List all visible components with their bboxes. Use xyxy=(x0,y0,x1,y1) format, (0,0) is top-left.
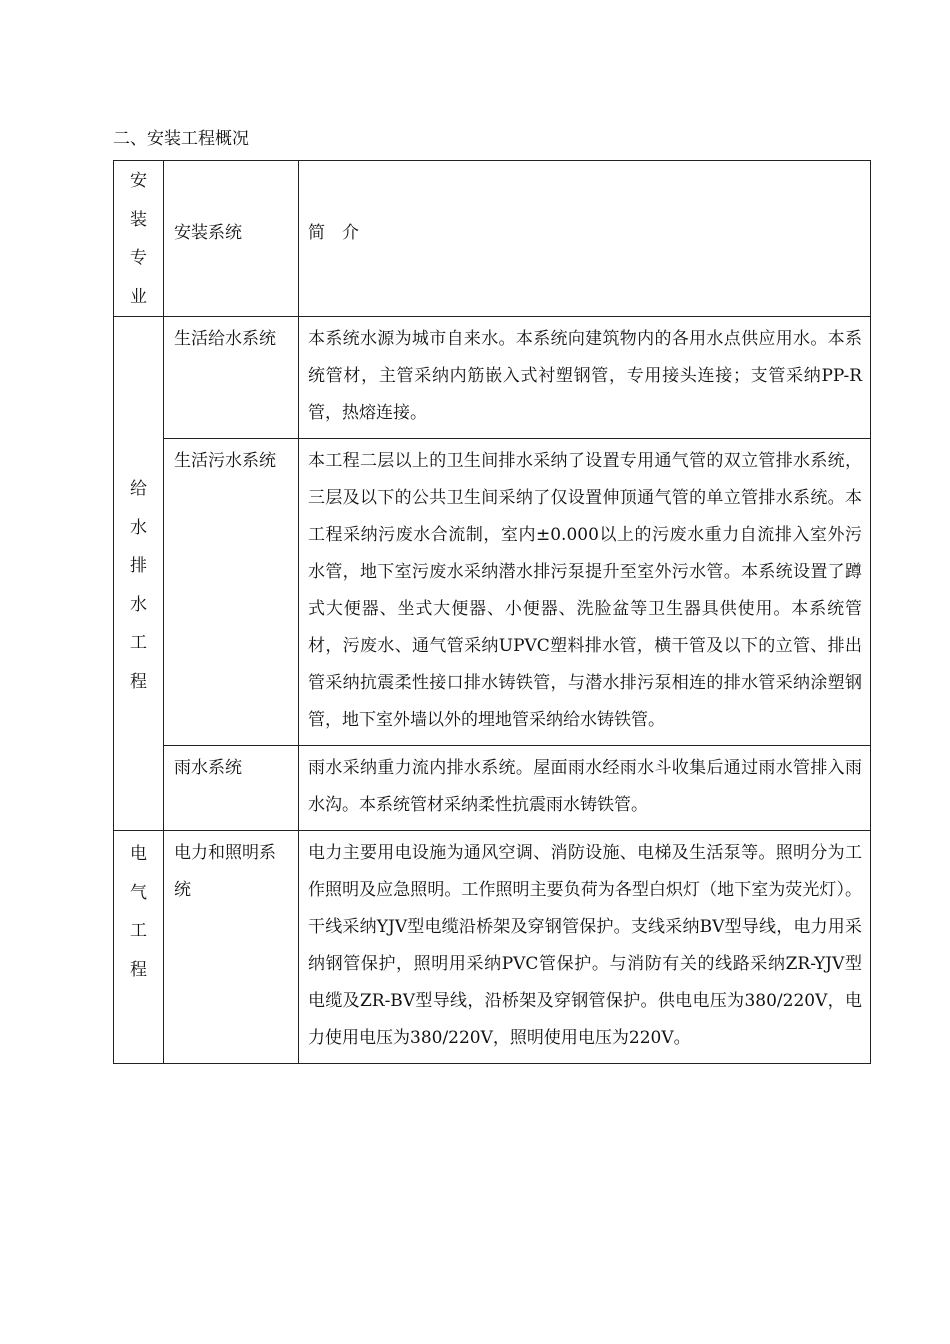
table-row xyxy=(114,317,871,439)
header-specialty-char: 专 xyxy=(130,248,147,268)
system-description: 本系统水源为城市自来水。本系统向建筑物内的各用水点供应用水。本系统管材，主管采纳内筋嵌入式衬塑钢管，专用接头连接；支管采纳PP-R管，热熔连接。 xyxy=(308,329,862,423)
table-row xyxy=(114,746,871,831)
table-header-row xyxy=(114,161,871,317)
system-description: 雨水采纳重力流内排水系统。屋面雨水经雨水斗收集后通过雨水管排入雨水沟。本系统管材采纳柔性抗震雨水铸铁管。 xyxy=(308,758,862,815)
category-electrical xyxy=(114,831,163,989)
category-char: 工 xyxy=(130,921,147,941)
category-cell-plumbing xyxy=(114,317,164,831)
system-name: 生活给水系统 xyxy=(174,329,276,349)
category-char: 水 xyxy=(130,517,147,538)
system-cell xyxy=(164,317,299,439)
system-name: 电力和照明系统 xyxy=(174,843,276,900)
header-specialty-char: 装 xyxy=(130,209,147,230)
category-char: 水 xyxy=(130,594,147,615)
header-system-cell xyxy=(164,161,299,317)
system-cell xyxy=(164,831,299,1064)
table-row xyxy=(114,439,871,746)
category-char: 气 xyxy=(130,882,147,903)
header-specialty-cell xyxy=(114,161,164,317)
table-row xyxy=(114,831,871,1064)
header-specialty-char: 安 xyxy=(130,171,147,191)
section-title: 二、安装工程概况 xyxy=(113,129,249,149)
installation-overview-table xyxy=(113,160,871,1064)
header-intro-cell xyxy=(299,161,871,317)
description-cell xyxy=(299,317,871,439)
category-char: 排 xyxy=(130,556,147,576)
system-cell xyxy=(164,746,299,831)
system-description: 本工程二层以上的卫生间排水采纳了设置专用通气管的双立管排水系统，三层及以下的公共卫生间采纳了仅设置伸顶通气管的单立管排水系统。本工程采纳污废水合流制，室内±0.000以上的污废水重力自流排入室外污水管，地下室污废水采纳潜水排污泵提升至室外污水管。本系统设置了蹲式大便器、坐式大便器、小便器、洗脸盆等卫生器具供使用。本系统管材，污废水、通气管采纳UPVC塑料排水管，横干管及以下的立管、排出管采纳抗震柔性接口排水铸铁管，与潜水排污泵相连的排水管采纳涂塑钢管，地下室外墙以外的埋地管采纳给水铸铁管。 xyxy=(308,451,862,730)
category-cell-electrical xyxy=(114,831,164,1064)
category-char: 程 xyxy=(130,959,147,980)
description-cell xyxy=(299,439,871,746)
system-cell xyxy=(164,439,299,746)
description-cell xyxy=(299,831,871,1064)
system-name: 生活污水系统 xyxy=(174,451,276,471)
system-description: 电力主要用电设施为通风空调、消防设施、电梯及生活泵等。照明分为工作照明及应急照明。工作照明主要负荷为各型白炽灯（地下室为荧光灯）。干线采纳YJV型电缆沿桥架及穿钢管保护。支线采纳BV型导线，电力用采纳钢管保护，照明用采纳PVC管保护。与消防有关的线路采纳ZR-YJV型电缆及ZR-BV型导线，沿桥架及穿钢管保护。供电电压为380/220V，电力使用电压为380/220V，照明使用电压为220V。 xyxy=(308,843,862,1048)
header-system: 安装系统 xyxy=(174,223,242,243)
category-char: 给 xyxy=(130,479,147,499)
category-plumbing xyxy=(114,446,163,701)
category-char: 电 xyxy=(130,844,147,864)
header-specialty xyxy=(114,161,163,316)
category-char: 工 xyxy=(130,633,147,653)
system-name: 雨水系统 xyxy=(174,758,242,778)
category-char: 程 xyxy=(130,671,147,692)
header-specialty-char: 业 xyxy=(130,286,147,307)
description-cell xyxy=(299,746,871,831)
header-intro: 简 介 xyxy=(308,223,359,243)
